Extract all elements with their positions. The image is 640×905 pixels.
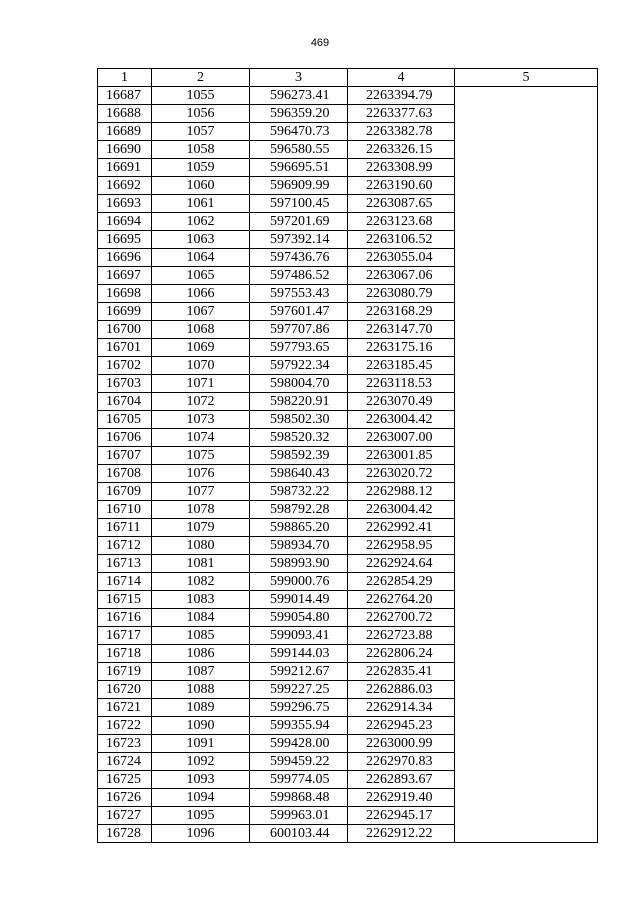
table-cell: 16708 (98, 465, 152, 483)
table-cell: 1082 (152, 573, 250, 591)
table-cell: 599296.75 (250, 699, 348, 717)
table-cell: 1060 (152, 177, 250, 195)
table-cell: 598220.91 (250, 393, 348, 411)
table-cell: 598732.22 (250, 483, 348, 501)
table-cell: 598993.90 (250, 555, 348, 573)
table-cell: 16723 (98, 735, 152, 753)
table-cell: 1067 (152, 303, 250, 321)
table-cell: 2262958.95 (348, 537, 455, 555)
table-cell: 2263080.79 (348, 285, 455, 303)
table-cell: 16701 (98, 339, 152, 357)
table-cell: 2263020.72 (348, 465, 455, 483)
table-cell: 2262700.72 (348, 609, 455, 627)
table-cell: 2262919.40 (348, 789, 455, 807)
table-cell: 2263087.65 (348, 195, 455, 213)
table-cell: 16710 (98, 501, 152, 519)
table-cell: 1084 (152, 609, 250, 627)
table-cell: 1066 (152, 285, 250, 303)
table-cell: 599227.25 (250, 681, 348, 699)
page-number: 469 (310, 37, 330, 49)
table-cell: 598934.70 (250, 537, 348, 555)
table-cell: 2262912.22 (348, 825, 455, 843)
table-cell: 16691 (98, 159, 152, 177)
table-cell: 2263118.53 (348, 375, 455, 393)
table-cell: 16717 (98, 627, 152, 645)
table-cell: 16700 (98, 321, 152, 339)
table-cell: 1089 (152, 699, 250, 717)
table-cell: 1085 (152, 627, 250, 645)
table-cell: 1091 (152, 735, 250, 753)
table-cell: 598865.20 (250, 519, 348, 537)
column-header: 3 (250, 69, 348, 87)
table-cell: 16707 (98, 447, 152, 465)
table-cell: 1083 (152, 591, 250, 609)
table-cell: 1093 (152, 771, 250, 789)
table-cell: 1086 (152, 645, 250, 663)
table-cell: 2263308.99 (348, 159, 455, 177)
table-cell: 1077 (152, 483, 250, 501)
table-cell: 1080 (152, 537, 250, 555)
table-cell: 598640.43 (250, 465, 348, 483)
table-cell: 598502.30 (250, 411, 348, 429)
table-cell: 16724 (98, 753, 152, 771)
table-cell: 1094 (152, 789, 250, 807)
table-cell: 1061 (152, 195, 250, 213)
table-cell: 16725 (98, 771, 152, 789)
table-cell: 16693 (98, 195, 152, 213)
table-cell: 600103.44 (250, 825, 348, 843)
table-cell: 2262992.41 (348, 519, 455, 537)
table-cell: 599212.67 (250, 663, 348, 681)
table-cell: 1088 (152, 681, 250, 699)
table-cell: 16714 (98, 573, 152, 591)
table-cell: 2262893.67 (348, 771, 455, 789)
table-cell: 16687 (98, 87, 152, 105)
table-cell: 597392.14 (250, 231, 348, 249)
column-header: 4 (348, 69, 455, 87)
table-cell: 2262723.88 (348, 627, 455, 645)
table-cell: 16727 (98, 807, 152, 825)
table-cell: 16712 (98, 537, 152, 555)
table-cell: 1095 (152, 807, 250, 825)
table-cell: 1063 (152, 231, 250, 249)
table-cell: 16718 (98, 645, 152, 663)
table-cell: 597486.52 (250, 267, 348, 285)
table-cell: 16689 (98, 123, 152, 141)
table-cell: 2262854.29 (348, 573, 455, 591)
table-cell: 597793.65 (250, 339, 348, 357)
table-cell: 2263106.52 (348, 231, 455, 249)
table-cell: 599054.80 (250, 609, 348, 627)
table-cell: 1059 (152, 159, 250, 177)
table-cell: 1081 (152, 555, 250, 573)
table-cell: 16706 (98, 429, 152, 447)
table-cell: 16715 (98, 591, 152, 609)
table-cell: 1087 (152, 663, 250, 681)
table-cell: 1058 (152, 141, 250, 159)
table-cell: 16702 (98, 357, 152, 375)
column-header: 5 (455, 69, 598, 87)
table-cell: 599428.00 (250, 735, 348, 753)
table-cell: 597553.43 (250, 285, 348, 303)
table-cell: 2263055.04 (348, 249, 455, 267)
table-cell: 16694 (98, 213, 152, 231)
table-cell: 599459.22 (250, 753, 348, 771)
table-cell: 1078 (152, 501, 250, 519)
table-row (98, 87, 598, 105)
table-cell: 16722 (98, 717, 152, 735)
table-cell: 598792.28 (250, 501, 348, 519)
table-cell: 1069 (152, 339, 250, 357)
table-cell: 16695 (98, 231, 152, 249)
table-cell: 1071 (152, 375, 250, 393)
table-cell: 2263007.00 (348, 429, 455, 447)
table-cell: 1057 (152, 123, 250, 141)
table-cell: 599014.49 (250, 591, 348, 609)
table-cell: 1070 (152, 357, 250, 375)
table-cell: 2263394.79 (348, 87, 455, 105)
table-cell: 599000.76 (250, 573, 348, 591)
table-cell: 598004.70 (250, 375, 348, 393)
table-cell: 598520.32 (250, 429, 348, 447)
table-cell: 16711 (98, 519, 152, 537)
table-cell: 1074 (152, 429, 250, 447)
coordinates-table (97, 68, 598, 843)
table-cell: 16692 (98, 177, 152, 195)
table-cell: 596273.41 (250, 87, 348, 105)
table-cell: 16699 (98, 303, 152, 321)
table-cell: 2263123.68 (348, 213, 455, 231)
table-cell: 1073 (152, 411, 250, 429)
table-cell: 16704 (98, 393, 152, 411)
table-header-row (98, 69, 598, 87)
table-cell: 599355.94 (250, 717, 348, 735)
table-cell: 599144.03 (250, 645, 348, 663)
table-cell: 2262886.03 (348, 681, 455, 699)
table-cell: 1068 (152, 321, 250, 339)
table-cell: 2263382.78 (348, 123, 455, 141)
table-cell: 1055 (152, 87, 250, 105)
table-cell: 1072 (152, 393, 250, 411)
table-cell: 2263326.15 (348, 141, 455, 159)
table-cell: 2263377.63 (348, 105, 455, 123)
table-cell: 2262945.23 (348, 717, 455, 735)
table-cell: 597922.34 (250, 357, 348, 375)
table-cell: 597201.69 (250, 213, 348, 231)
table-cell: 1096 (152, 825, 250, 843)
table-cell-empty-column-5 (455, 87, 598, 843)
table-cell: 16688 (98, 105, 152, 123)
table-cell: 16716 (98, 609, 152, 627)
table-cell: 2263067.06 (348, 267, 455, 285)
table-cell: 599093.41 (250, 627, 348, 645)
table-cell: 596470.73 (250, 123, 348, 141)
table-cell: 2262988.12 (348, 483, 455, 501)
table-cell: 16720 (98, 681, 152, 699)
table-cell: 599774.05 (250, 771, 348, 789)
table-cell: 2263004.42 (348, 411, 455, 429)
table-cell: 16698 (98, 285, 152, 303)
table-cell: 2262924.64 (348, 555, 455, 573)
table-cell: 16721 (98, 699, 152, 717)
table-cell: 2262945.17 (348, 807, 455, 825)
table-cell: 597100.45 (250, 195, 348, 213)
table-cell: 2263175.16 (348, 339, 455, 357)
table-cell: 1092 (152, 753, 250, 771)
table-cell: 2263070.49 (348, 393, 455, 411)
table-cell: 1090 (152, 717, 250, 735)
table-cell: 599868.48 (250, 789, 348, 807)
table-cell: 596909.99 (250, 177, 348, 195)
table-cell: 597601.47 (250, 303, 348, 321)
table-cell: 597436.76 (250, 249, 348, 267)
table-cell: 596695.51 (250, 159, 348, 177)
table-cell: 16690 (98, 141, 152, 159)
table-cell: 16713 (98, 555, 152, 573)
table-cell: 1065 (152, 267, 250, 285)
table-cell: 2262764.20 (348, 591, 455, 609)
table-cell: 2263168.29 (348, 303, 455, 321)
table-cell: 1075 (152, 447, 250, 465)
table-cell: 596359.20 (250, 105, 348, 123)
table-cell: 2263004.42 (348, 501, 455, 519)
table-cell: 2263147.70 (348, 321, 455, 339)
table-cell: 596580.55 (250, 141, 348, 159)
table-cell: 1064 (152, 249, 250, 267)
table-cell: 16703 (98, 375, 152, 393)
table-cell: 2263000.99 (348, 735, 455, 753)
table-cell: 16728 (98, 825, 152, 843)
table-cell: 597707.86 (250, 321, 348, 339)
table-cell: 16726 (98, 789, 152, 807)
table-cell: 2263185.45 (348, 357, 455, 375)
table-cell: 2262914.34 (348, 699, 455, 717)
column-header: 2 (152, 69, 250, 87)
table-cell: 16709 (98, 483, 152, 501)
table-cell: 16696 (98, 249, 152, 267)
table-cell: 2262970.83 (348, 753, 455, 771)
table-cell: 2262835.41 (348, 663, 455, 681)
table-cell: 2262806.24 (348, 645, 455, 663)
table-body (98, 87, 598, 843)
table-cell: 598592.39 (250, 447, 348, 465)
table-cell: 1079 (152, 519, 250, 537)
table-cell: 2263190.60 (348, 177, 455, 195)
table-cell: 16697 (98, 267, 152, 285)
table-cell: 1056 (152, 105, 250, 123)
table-cell: 16719 (98, 663, 152, 681)
table-cell: 1062 (152, 213, 250, 231)
column-header: 1 (98, 69, 152, 87)
table-cell: 16705 (98, 411, 152, 429)
table-cell: 1076 (152, 465, 250, 483)
table-cell: 599963.01 (250, 807, 348, 825)
table-cell: 2263001.85 (348, 447, 455, 465)
